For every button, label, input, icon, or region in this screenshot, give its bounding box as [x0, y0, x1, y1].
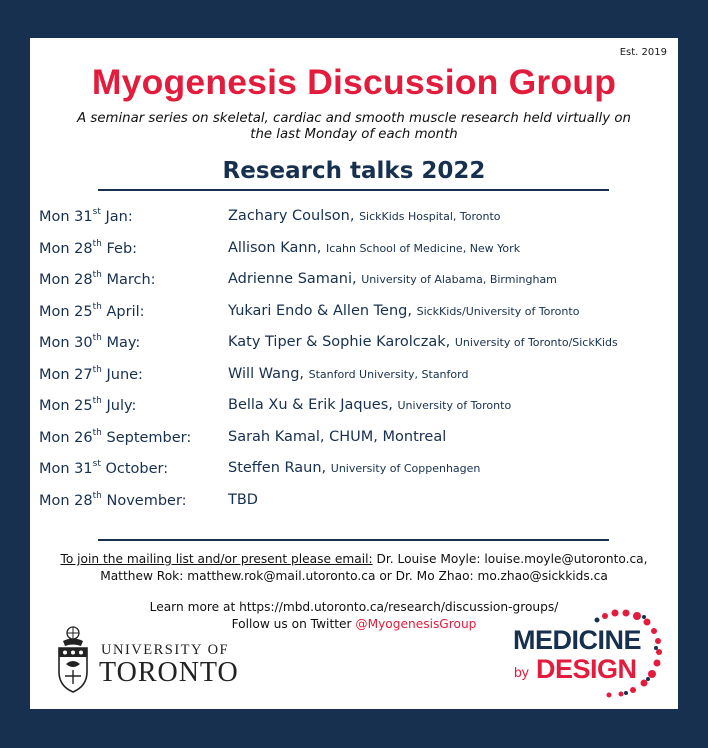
medicine-by-design-logo	[505, 608, 665, 703]
talk-date	[39, 429, 191, 446]
talk-date-day: Mon 26	[39, 429, 93, 446]
talk-date-month: April:	[101, 303, 145, 320]
talk-row	[39, 429, 675, 461]
talk-date-ordinal: th	[92, 490, 102, 501]
poster	[30, 38, 678, 709]
talk-date-day: Mon 31	[39, 460, 93, 477]
talk-schedule	[39, 208, 675, 523]
divider-top	[98, 189, 609, 191]
talk-date	[39, 303, 145, 320]
talk-speaker-name: Will Wang	[228, 365, 300, 382]
talk-date	[39, 334, 140, 351]
talk-speaker-name: Bella Xu & Erik Jaques	[228, 397, 389, 413]
talk-date-day: Mon 28	[39, 492, 93, 509]
talk-row	[39, 208, 675, 240]
mailing-list-cta: To join the mailing list and/or present please email:	[60, 552, 373, 566]
talk-speaker: Zachary Coulson, SickKids Hospital, Toronto	[228, 208, 501, 224]
subtitle: A seminar series on skeletal, cardiac and smooth muscle research held virtually on the last Monday of each month	[77, 111, 631, 142]
talk-affiliation: SickKids/University of Toronto	[416, 304, 580, 318]
talk-row	[39, 334, 675, 366]
talk-row	[39, 240, 675, 272]
follow-text: Follow us on Twitter	[231, 616, 356, 631]
talk-affiliation: Stanford University, Stanford	[308, 367, 469, 381]
talk-date-month: September:	[101, 429, 192, 446]
talk-date-ordinal: th	[92, 427, 102, 438]
talk-date-month: March:	[101, 271, 156, 288]
uoft-crest-icon	[53, 624, 93, 698]
talk-speaker-name: Zachary Coulson	[228, 208, 350, 224]
contact-line2: Matthew Rok: matthew.rok@mail.utoronto.ca or Dr. Mo Zhao: mo.zhao@sickkids.ca	[100, 568, 608, 583]
talk-speaker: Will Wang, Stanford University, Stanford	[228, 365, 469, 382]
talk-row	[39, 271, 675, 303]
divider-bottom	[98, 539, 609, 541]
talk-date	[39, 460, 168, 477]
talk-row	[39, 366, 675, 398]
talk-date-ordinal: th	[92, 333, 102, 343]
talk-speaker-name: Allison Kann	[228, 239, 317, 256]
talk-speaker: Katy Tiper & Sophie Karolczak, University of Toronto/SickKids	[228, 334, 618, 350]
page-title: Myogenesis Discussion Group	[91, 62, 617, 102]
talk-date	[39, 492, 187, 509]
mbd-wordmark-top: MEDICINE	[513, 625, 642, 655]
talk-speaker: Bella Xu & Erik Jaques, University of Toronto	[228, 397, 512, 413]
talk-date-month: Jan:	[100, 208, 133, 225]
talk-speaker: Yukari Endo & Allen Teng, SickKids/University of Toronto	[228, 302, 580, 319]
talk-date	[39, 271, 156, 288]
talk-speaker-name: Adrienne Samani	[228, 271, 353, 287]
talk-date-day: Mon 27	[39, 366, 93, 383]
talk-date-day: Mon 25	[39, 303, 93, 320]
talk-speaker-name: Sarah Kamal, CHUM, Montreal	[228, 428, 447, 445]
talk-row	[39, 303, 675, 335]
talk-speaker: Adrienne Samani, University of Alabama, Birmingham	[228, 271, 557, 287]
talk-speaker-name: Steffen Raun	[228, 460, 322, 476]
talk-affiliation: University of Toronto/SickKids	[454, 336, 618, 349]
talk-affiliation: Icahn School of Medicine, New York	[325, 241, 521, 255]
talk-date-month: June:	[101, 366, 143, 383]
talk-date	[39, 240, 137, 257]
talk-date-day: Mon 31	[39, 208, 93, 225]
talk-affiliation: University of Alabama, Birmingham	[361, 273, 557, 286]
talk-date-month: Feb:	[101, 240, 138, 257]
talk-speaker-name: TBD	[228, 491, 258, 508]
mbd-wordmark-by: by	[514, 664, 529, 680]
talk-date-month: October:	[100, 460, 169, 477]
uoft-wordmark-top: UNIVERSITY OF	[101, 642, 230, 658]
talk-date-ordinal: th	[92, 396, 102, 406]
talk-speaker-name: Yukari Endo & Allen Teng	[228, 302, 408, 319]
talk-date	[39, 397, 136, 414]
talk-affiliation: SickKids Hospital, Toronto	[359, 210, 501, 223]
talk-date-month: November:	[101, 492, 187, 509]
talk-speaker	[228, 429, 446, 445]
talk-date-day: Mon 25	[39, 397, 93, 414]
talk-row	[39, 492, 675, 524]
contact-line1: Dr. Louise Moyle: louise.moyle@utoronto.ca,	[372, 552, 648, 566]
talk-speaker: Allison Kann, Icahn School of Medicine, New York	[228, 239, 521, 256]
mbd-wordmark-bottom: DESIGN	[536, 654, 637, 684]
talk-date-ordinal: th	[92, 238, 102, 249]
talk-date-month: July:	[101, 397, 137, 414]
learn-more-url: Learn more at https://mbd.utoronto.ca/research/discussion-groups/	[149, 600, 559, 614]
twitter-handle: @MyogenesisGroup	[355, 616, 477, 631]
talk-row	[39, 460, 675, 492]
talk-speaker: Steffen Raun, University of Coppenhagen	[228, 460, 481, 476]
talk-speaker-name: Katy Tiper & Sophie Karolczak	[228, 334, 446, 350]
uoft-logo	[53, 624, 253, 694]
talk-date	[39, 366, 143, 383]
talk-date-ordinal: st	[92, 207, 101, 217]
talk-date-day: Mon 30	[39, 334, 93, 351]
established-year: Est. 2019	[619, 47, 667, 58]
contact-info	[30, 551, 678, 584]
talk-date-ordinal: th	[92, 270, 102, 280]
talk-row	[39, 397, 675, 429]
talk-date-ordinal: th	[92, 364, 102, 375]
talk-speaker	[228, 492, 258, 508]
talk-date	[39, 208, 133, 225]
section-heading: Research talks 2022	[222, 158, 486, 184]
talk-date-month: May:	[101, 334, 141, 351]
talk-affiliation: University of Coppenhagen	[330, 462, 481, 475]
talk-date-ordinal: th	[92, 301, 102, 312]
uoft-wordmark-bottom: TORONTO	[99, 657, 239, 688]
talk-date-day: Mon 28	[39, 271, 93, 288]
talk-date-ordinal: st	[92, 459, 101, 469]
talk-date-day: Mon 28	[39, 240, 93, 257]
talk-affiliation: University of Toronto	[397, 399, 512, 412]
